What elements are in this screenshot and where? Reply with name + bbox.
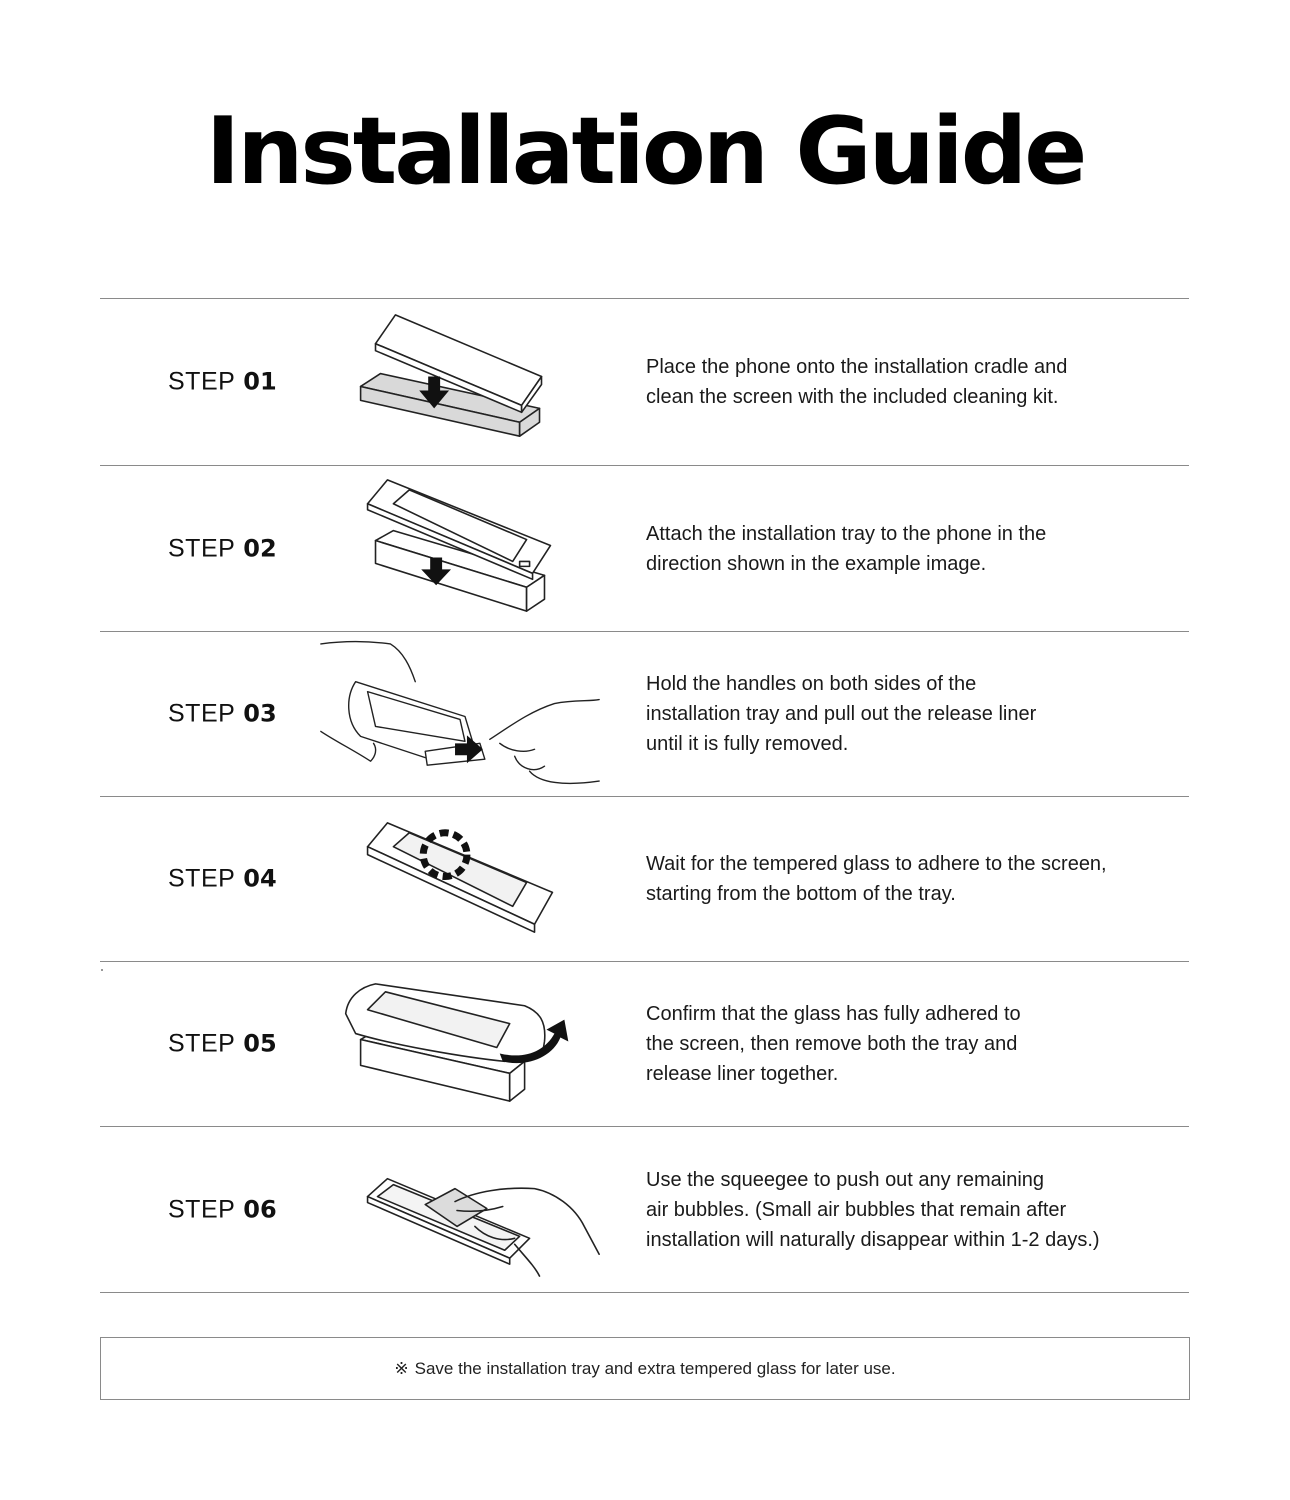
save-note-text: Save the installation tray and extra tempered glass for later use. <box>414 1358 896 1378</box>
step-word: STEP <box>168 699 236 728</box>
step-description <box>646 849 1166 909</box>
step-word: STEP <box>168 534 236 562</box>
step-word: STEP <box>168 367 236 396</box>
stray-dot <box>101 969 103 971</box>
step-text-line: until it is fully removed. <box>646 733 849 755</box>
step-row-04 <box>100 797 1189 962</box>
step-text-line: installation will naturally disappear within 1-2 days.) <box>646 1228 1100 1251</box>
step-row-05 <box>100 962 1189 1127</box>
step-label <box>168 368 277 397</box>
step-text-line: installation tray and pull out the release liner <box>646 703 1037 725</box>
step-number: 02 <box>243 534 277 562</box>
glass-adhering-illustration <box>315 797 605 961</box>
step-text-line: Use the squeegee to push out any remaining <box>646 1168 1045 1191</box>
remove-tray-illustration <box>315 962 605 1126</box>
step-label <box>168 1195 277 1224</box>
step-number: 01 <box>243 367 277 396</box>
step-text-line: air bubbles. (Small air bubbles that remain after <box>646 1198 1067 1221</box>
step-label <box>168 1030 277 1059</box>
step-text-line: Confirm that the glass has fully adhered to <box>646 1003 1021 1025</box>
step-word: STEP <box>168 864 236 893</box>
reference-mark-icon: ※ <box>394 1358 409 1378</box>
step-number: 03 <box>243 699 277 728</box>
step-description <box>646 352 1166 412</box>
step-row-03 <box>100 632 1189 797</box>
step-number: 06 <box>243 1195 277 1223</box>
step-description <box>646 999 1166 1089</box>
step-description <box>646 669 1166 759</box>
steps-list <box>100 298 1189 1293</box>
save-note-box <box>100 1337 1190 1400</box>
step-label <box>168 534 277 563</box>
step-text-line: Attach the installation tray to the phone in the <box>646 522 1047 545</box>
step-word: STEP <box>168 1029 236 1058</box>
step-description <box>646 519 1166 579</box>
attach-tray-illustration <box>315 466 605 631</box>
page-title: Installation Guide <box>205 97 1085 205</box>
step-row-01 <box>100 299 1189 466</box>
step-text-line: Hold the handles on both sides of the <box>646 673 977 695</box>
step-row-06 <box>100 1127 1189 1293</box>
step-text-line: release liner together. <box>646 1063 839 1085</box>
step-number: 04 <box>243 864 277 893</box>
pull-release-liner-illustration <box>315 632 605 796</box>
step-text-line: clean the screen with the included cleaning kit. <box>646 386 1059 408</box>
step-text-line: Wait for the tempered glass to adhere to the screen, <box>646 853 1107 875</box>
step-word: STEP <box>168 1195 236 1223</box>
step-row-02 <box>100 466 1189 632</box>
phone-onto-cradle-illustration <box>315 299 605 465</box>
step-label <box>168 865 277 894</box>
step-description <box>646 1165 1166 1255</box>
step-text-line: direction shown in the example image. <box>646 552 987 575</box>
step-text-line: the screen, then remove both the tray and <box>646 1033 1018 1055</box>
squeegee-illustration <box>315 1127 605 1292</box>
step-text-line: starting from the bottom of the tray. <box>646 883 956 905</box>
step-label <box>168 700 277 729</box>
step-number: 05 <box>243 1029 277 1058</box>
step-text-line: Place the phone onto the installation cradle and <box>646 356 1068 378</box>
